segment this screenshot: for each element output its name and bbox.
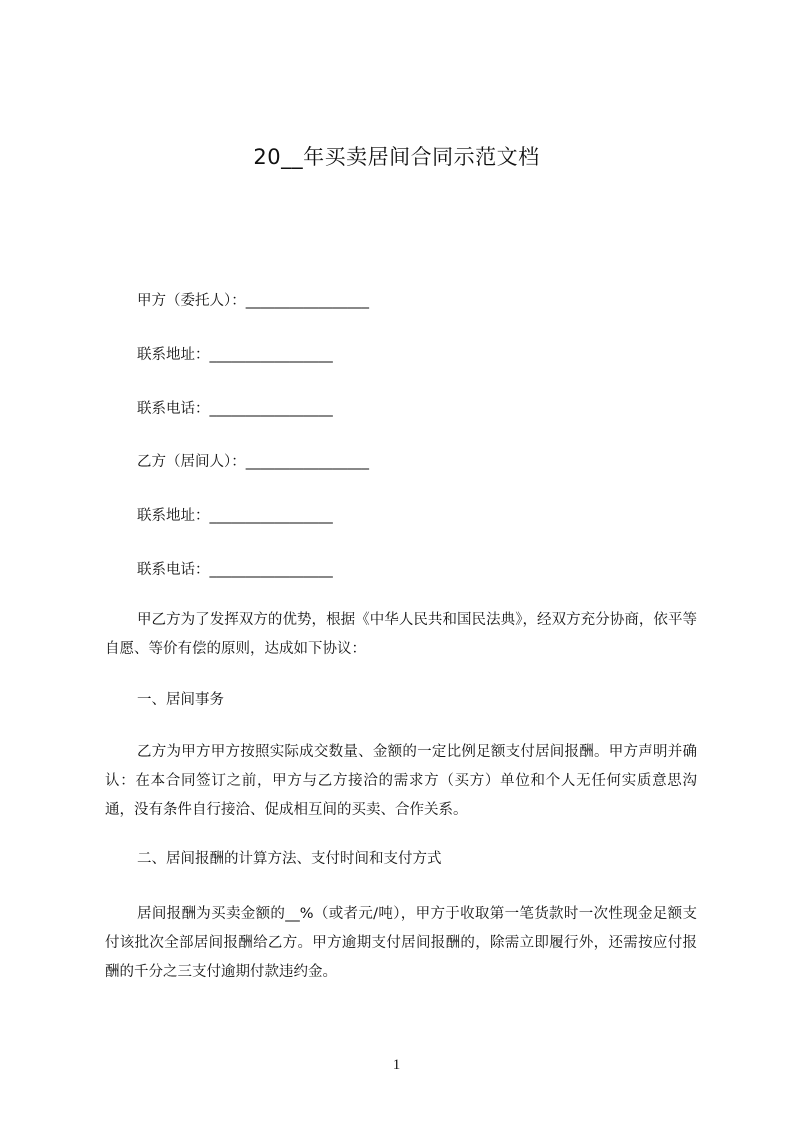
party-a-phone-field: 联系电话：_________________ [137, 401, 333, 417]
party-b-phone-field: 联系电话：_________________ [137, 562, 333, 578]
party-b-field: 乙方（居间人）：_________________ [137, 454, 369, 470]
page-number: 1 [392, 1057, 401, 1073]
party-b-address-field: 联系地址：_________________ [137, 508, 333, 524]
section-2-body: 居间报酬为买卖金额的__%（或者元/吨），甲方于收取第一笔货款时一次性现金足额支付该批次全部居间报酬给乙方。甲方逾期支付居间报酬的，除需立即履行外，还需按应付报酬的千分之三支付逾期付款违约金。 [105, 906, 697, 980]
party-a-address-field: 联系地址：_________________ [137, 347, 333, 363]
document-title: 20__年买卖居间合同示范文档 [253, 145, 540, 169]
section-2-heading: 二、居间报酬的计算方法、支付时间和支付方式 [137, 851, 442, 867]
intro-paragraph: 甲乙方为了发挥双方的优势，根据《中华人民共和国民法典》，经双方充分协商，依平等自愿、等价有偿的原则，达成如下协议： [105, 612, 697, 657]
party-a-field: 甲方（委托人）：_________________ [137, 293, 369, 309]
section-1-body: 乙方为甲方甲方按照实际成交数量、金额的一定比例足额支付居间报酬。甲方声明并确认：在本合同签订之前，甲方与乙方接洽的需求方（买方）单位和个人无任何实质意思沟通，没有条件自行接洽、促成相互间的买卖、合作关系。 [105, 744, 697, 818]
section-1-heading: 一、居间事务 [137, 692, 224, 708]
